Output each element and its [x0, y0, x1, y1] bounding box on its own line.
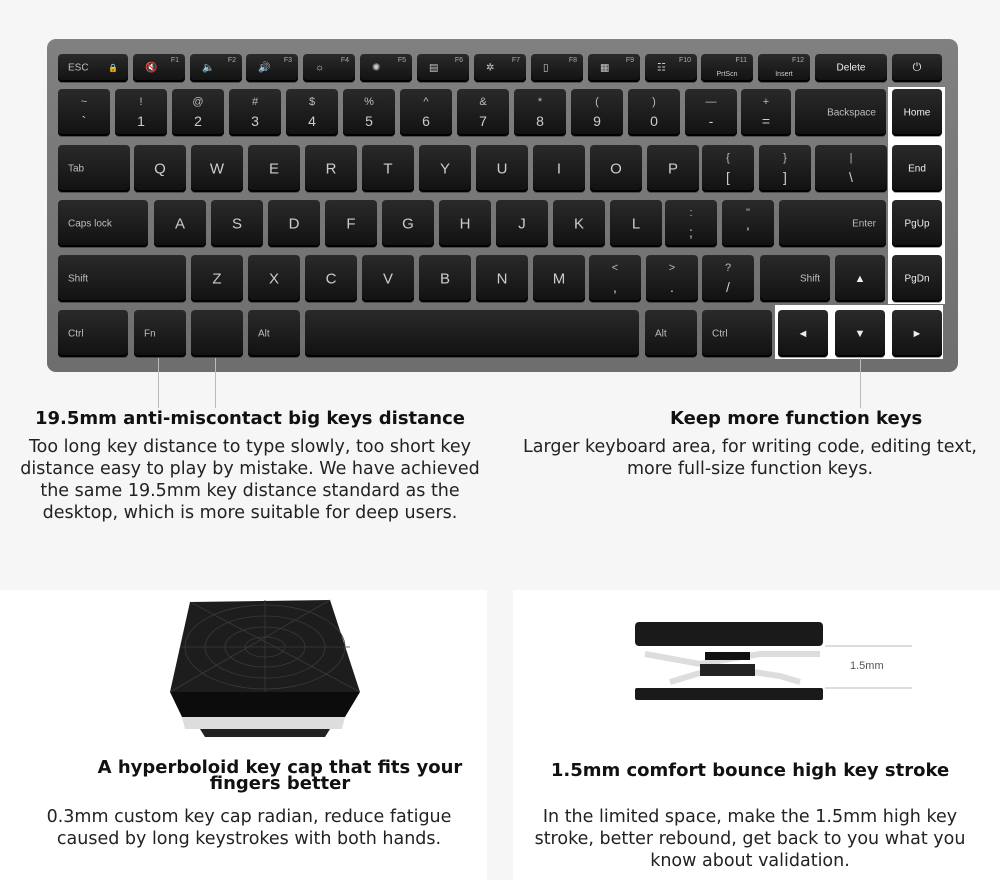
keyboard-light-icon: ✲ [486, 62, 495, 74]
key-2: @ 2 [172, 89, 224, 136]
screen-switch-icon: ▤ [429, 62, 439, 74]
key-blank [191, 310, 243, 357]
power-icon: ⏻ [912, 61, 922, 74]
key-backspace: Backspace [795, 89, 886, 136]
key-arrow: ▼ [835, 310, 885, 357]
key-.: > . [646, 255, 698, 302]
key-k: K [553, 200, 605, 247]
key-u: U [476, 145, 528, 192]
key-tab: Tab [58, 145, 130, 192]
key-f1: F1 🔇 [133, 54, 185, 82]
key-7: & 7 [457, 89, 509, 136]
key-f: F [325, 200, 377, 247]
key-8: * 8 [514, 89, 566, 136]
key-f12: F12 Insert [758, 54, 810, 82]
key-f9: F9 ▦ [588, 54, 640, 82]
key-c: C [305, 255, 357, 302]
stroke-dimension-label: 1.5mm [850, 660, 884, 672]
key-x: X [248, 255, 300, 302]
backlight-icon: ☷ [657, 62, 666, 74]
key-alt: Alt [645, 310, 697, 357]
key-alt: Alt [248, 310, 300, 357]
key-esc: ESC 🔒 [58, 54, 128, 82]
key-arrow: ▲ [835, 255, 885, 302]
key-g: G [382, 200, 434, 247]
key-stroke-diagram [630, 612, 920, 712]
keycap-title: A hyperboloid key cap that fits your fingers better [97, 757, 463, 794]
key-arrow: ► [892, 310, 942, 357]
key-o: O [590, 145, 642, 192]
key-distance-title: 19.5mm anti-miscontact big keys distance [34, 408, 465, 429]
key-ctrl: Ctrl [702, 310, 772, 357]
key-d: D [268, 200, 320, 247]
key-m: M [533, 255, 585, 302]
key--: — - [685, 89, 737, 136]
key-distance-body: Too long key distance to type slowly, too short key distance easy to play by mistake. We have achieved the same 19.5mm key distance standard as the desktop, which is more suitable for deep users. [20, 437, 480, 523]
key-f7: F7 ✲ [474, 54, 526, 82]
key-w: W [191, 145, 243, 192]
key-f4: F4 ☼ [303, 54, 355, 82]
key-n: N [476, 255, 528, 302]
key-]: } ] [759, 145, 811, 192]
key-1: ! 1 [115, 89, 167, 136]
key-f5: F5 ✺ [360, 54, 412, 82]
pointer-line [215, 358, 216, 408]
key-t: T [362, 145, 414, 192]
lock-icon: 🔒 [108, 63, 118, 73]
key-z: Z [191, 255, 243, 302]
key-f11: F11 PrtScn [701, 54, 753, 82]
key-b: B [419, 255, 471, 302]
key-9: ( 9 [571, 89, 623, 136]
vibrate-icon: ▯ [543, 62, 549, 74]
key-end: End [892, 145, 942, 192]
key-l: L [610, 200, 662, 247]
key-\: | \ [815, 145, 887, 192]
key-stroke-title: 1.5mm comfort bounce high key stroke [550, 760, 950, 781]
mute-icon: 🔇 [145, 62, 158, 74]
key-shift: Shift [58, 255, 186, 302]
key-/: ? / [702, 255, 754, 302]
key-;: : ; [665, 200, 717, 247]
key-arrow: ◄ [778, 310, 828, 357]
pointer-line [860, 358, 861, 408]
key-j: J [496, 200, 548, 247]
key-i: I [533, 145, 585, 192]
key-stroke-body: In the limited space, make the 1.5mm high key stroke, better rebound, get back to you what you know about validation. [534, 807, 966, 871]
key-3: # 3 [229, 89, 281, 136]
key-r: R [305, 145, 357, 192]
key-[: { [ [702, 145, 754, 192]
pointer-line [158, 358, 159, 408]
brightness-up-icon: ✺ [372, 62, 381, 74]
function-keys-title: Keep more function keys [670, 408, 923, 429]
key-6: ^ 6 [400, 89, 452, 136]
key-0: ) 0 [628, 89, 680, 136]
key-': " ' [722, 200, 774, 247]
key-f2: F2 🔈 [190, 54, 242, 82]
key-power-icon [892, 54, 942, 82]
volume-down-icon: 🔈 [202, 62, 215, 74]
key-ctrl: Ctrl [58, 310, 128, 357]
screenshot-icon: ▦ [600, 62, 610, 74]
key-e: E [248, 145, 300, 192]
key-q: Q [134, 145, 186, 192]
key-pgdn: PgDn [892, 255, 942, 302]
key-f3: F3 🔊 [246, 54, 298, 82]
key-v: V [362, 255, 414, 302]
key-p: P [647, 145, 699, 192]
key-4: $ 4 [286, 89, 338, 136]
key-f8: F8 ▯ [531, 54, 583, 82]
key-y: Y [419, 145, 471, 192]
key-delete: Delete [815, 54, 887, 82]
key-blank [305, 310, 639, 357]
brightness-down-icon: ☼ [315, 62, 325, 74]
key-=: + = [741, 89, 791, 136]
key-5: % 5 [343, 89, 395, 136]
volume-up-icon: 🔊 [258, 62, 271, 74]
key-enter: Enter [779, 200, 886, 247]
hyperboloid-keycap-image [160, 592, 370, 742]
key-a: A [154, 200, 206, 247]
key-caps-lock: Caps lock [58, 200, 148, 247]
key-h: H [439, 200, 491, 247]
key-f10: F10 ☷ [645, 54, 697, 82]
key-`: ~ ` [58, 89, 110, 136]
key-fn: Fn [134, 310, 186, 357]
key-shift: Shift [760, 255, 830, 302]
key-,: < , [589, 255, 641, 302]
function-keys-body: Larger keyboard area, for writing code, editing text, more full-size function keys. [522, 437, 977, 479]
key-home: Home [892, 89, 942, 136]
key-pgup: PgUp [892, 200, 942, 247]
key-f6: F6 ▤ [417, 54, 469, 82]
keycap-body: 0.3mm custom key cap radian, reduce fatigue caused by long keystrokes with both hands. [46, 807, 452, 849]
key-s: S [211, 200, 263, 247]
